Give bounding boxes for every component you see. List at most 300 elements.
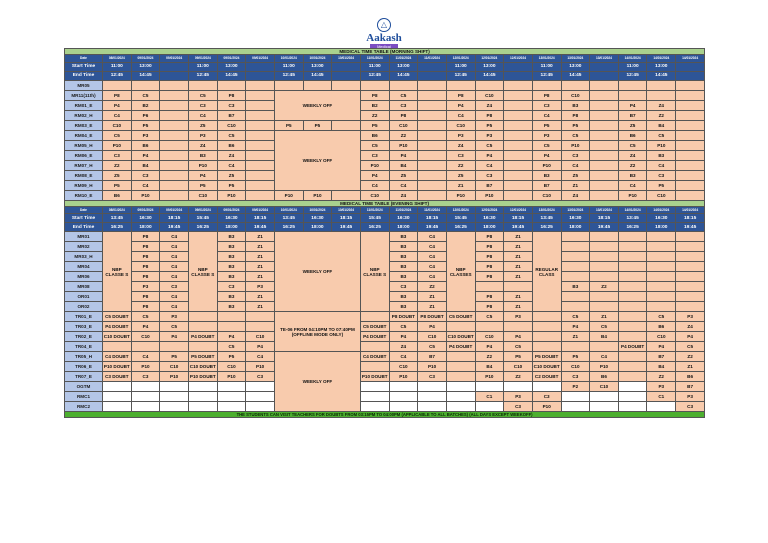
schedule-cell — [590, 130, 619, 140]
batch-label: RM02_H — [65, 110, 103, 120]
schedule-cell — [418, 180, 447, 190]
schedule-cell: Z1 — [446, 180, 475, 190]
schedule-cell: P5 — [274, 120, 303, 130]
schedule-cell: Z1 — [418, 292, 447, 302]
schedule-cell: C1 — [647, 392, 676, 402]
morning-end-row-cell: 12:45 — [446, 71, 475, 80]
schedule-cell — [103, 80, 132, 90]
schedule-cell: Z2 — [446, 160, 475, 170]
schedule-cell: Z1 — [590, 312, 619, 322]
schedule-cell: C10 — [188, 190, 217, 200]
schedule-cell: P10 — [131, 190, 160, 200]
schedule-cell: C4 — [618, 180, 647, 190]
schedule-cell: P3 — [676, 312, 705, 322]
schedule-cell: C10 — [246, 332, 275, 342]
schedule-cell — [590, 342, 619, 352]
schedule-cell: C3 DOUBT — [103, 372, 132, 382]
evening-end-row-cell: 18:00 — [475, 223, 504, 232]
schedule-cell — [246, 90, 275, 100]
evening-start-row-cell: 16:30 — [389, 214, 418, 223]
schedule-cell — [418, 140, 447, 150]
schedule-cell — [590, 262, 619, 272]
schedule-cell: P8 — [131, 302, 160, 312]
morning-date-row-cell: 10/01/2024 — [332, 55, 361, 63]
schedule-cell: B3 — [217, 302, 246, 312]
schedule-cell — [676, 242, 705, 252]
evening-start-row-cell: 18:15 — [246, 214, 275, 223]
morning-date-row-cell: 13/01/2024 — [532, 55, 561, 63]
schedule-cell: C3 — [360, 150, 389, 160]
schedule-cell: P4 — [475, 342, 504, 352]
schedule-cell: C5 — [131, 90, 160, 100]
schedule-cell: C5 — [618, 140, 647, 150]
schedule-cell: C10 — [217, 120, 246, 130]
schedule-cell: Z1 — [504, 292, 533, 302]
schedule-cell: Z5 — [618, 120, 647, 130]
schedule-cell — [676, 90, 705, 100]
morning-start-row-cell — [590, 62, 619, 71]
schedule-cell — [418, 130, 447, 140]
schedule-cell: P4 — [160, 332, 189, 342]
morning-end-row-cell: 14:45 — [303, 71, 332, 80]
schedule-cell: Z4 — [188, 140, 217, 150]
schedule-cell: C4 — [561, 160, 590, 170]
evening-end-row-cell: 19:45 — [332, 223, 361, 232]
schedule-cell: P4 — [217, 332, 246, 342]
schedule-cell — [504, 100, 533, 110]
table-row — [65, 232, 705, 242]
schedule-cell: P10 — [246, 362, 275, 372]
schedule-cell: C4 DOUBT — [360, 352, 389, 362]
evening-end-row-cell: 16:25 — [274, 223, 303, 232]
schedule-cell — [274, 80, 303, 90]
schedule-cell: Z5 — [103, 170, 132, 180]
schedule-cell: P10 DOUBT — [103, 362, 132, 372]
schedule-cell: C5 DOUBT — [446, 312, 475, 322]
schedule-cell: P4 — [618, 100, 647, 110]
schedule-cell — [590, 242, 619, 252]
evening-start-row-cell: 13:45 — [532, 214, 561, 223]
evening-start-row-cell: 18:15 — [676, 214, 705, 223]
schedule-cell: P5 — [303, 120, 332, 130]
schedule-cell: C5 — [389, 90, 418, 100]
schedule-cell — [590, 292, 619, 302]
te06-notice-block: TE-06 FROM 04:10PM TO 07:40PM (OFFLINE MODE ONLY) — [274, 312, 360, 352]
morning-start-row-cell — [332, 62, 361, 71]
schedule-cell: Z2 — [676, 352, 705, 362]
schedule-cell — [590, 140, 619, 150]
schedule-cell — [446, 362, 475, 372]
schedule-cell: P4 — [389, 332, 418, 342]
morning-date-row-cell: 08/01/2024 — [103, 55, 132, 63]
schedule-cell: C3 — [389, 282, 418, 292]
schedule-cell — [160, 180, 189, 190]
schedule-cell: Z2 — [590, 282, 619, 292]
schedule-cell: P4 DOUBT — [618, 342, 647, 352]
schedule-cell — [332, 80, 361, 90]
schedule-cell — [676, 170, 705, 180]
schedule-cell: Z2 — [103, 160, 132, 170]
evening-end-row-cell: 16:25 — [618, 223, 647, 232]
schedule-cell: B2 — [131, 100, 160, 110]
schedule-cell: C4 — [590, 352, 619, 362]
schedule-cell: B7 — [217, 110, 246, 120]
schedule-cell — [590, 150, 619, 160]
schedule-cell — [618, 352, 647, 362]
schedule-cell — [246, 322, 275, 332]
schedule-cell: P5 — [217, 180, 246, 190]
regular-class-block: REGULAR CLASS — [532, 232, 561, 312]
evening-start-row-cell: 13:45 — [274, 214, 303, 223]
schedule-cell: B3 — [389, 232, 418, 242]
schedule-cell: P4 — [676, 332, 705, 342]
schedule-cell — [590, 232, 619, 242]
table-row — [65, 180, 705, 190]
schedule-cell: P5 — [131, 120, 160, 130]
schedule-cell — [676, 292, 705, 302]
schedule-cell — [217, 322, 246, 332]
schedule-cell: P8 — [131, 252, 160, 262]
morning-date-row-cell: 09/01/2024 — [246, 55, 275, 63]
evening-end-row-cell: 19:45 — [676, 223, 705, 232]
schedule-cell — [618, 372, 647, 382]
schedule-cell: C3 — [504, 402, 533, 412]
schedule-cell: P4 — [246, 342, 275, 352]
batch-label: RM05_H — [65, 140, 103, 150]
schedule-cell — [418, 160, 447, 170]
schedule-cell — [360, 342, 389, 352]
schedule-cell — [418, 190, 447, 200]
morning-end-row-cell: 12:45 — [618, 71, 647, 80]
schedule-cell — [246, 170, 275, 180]
schedule-cell — [389, 382, 418, 392]
schedule-cell: B4 — [647, 120, 676, 130]
evening-start-row-cell: 16:30 — [303, 214, 332, 223]
schedule-cell: P8 — [475, 110, 504, 120]
schedule-cell: C3 — [246, 372, 275, 382]
schedule-cell: P10 — [160, 372, 189, 382]
schedule-cell: P8 — [131, 272, 160, 282]
schedule-cell: Z4 — [389, 342, 418, 352]
schedule-cell — [475, 282, 504, 292]
schedule-cell: C4 — [160, 232, 189, 242]
schedule-cell — [188, 312, 217, 322]
schedule-cell: Z1 — [246, 302, 275, 312]
schedule-cell — [561, 252, 590, 262]
schedule-cell: Z1 — [561, 332, 590, 342]
evening-start-row-cell: 13:45 — [103, 214, 132, 223]
morning-start-row — [65, 62, 705, 71]
schedule-cell: C3 — [418, 372, 447, 382]
schedule-cell: P3 — [504, 392, 533, 402]
schedule-cell: C10 — [160, 362, 189, 372]
schedule-cell: B3 — [389, 272, 418, 282]
schedule-cell: P5 DOUBT — [188, 352, 217, 362]
schedule-cell: P10 — [389, 140, 418, 150]
schedule-cell: C4 — [389, 180, 418, 190]
schedule-cell: C10 — [561, 362, 590, 372]
morning-date-row-cell: 12/01/2024 — [504, 55, 533, 63]
morning-date-row-cell: 14/01/2024 — [618, 55, 647, 63]
batch-label: TR06_E — [65, 362, 103, 372]
schedule-cell — [590, 402, 619, 412]
schedule-cell: Z1 — [504, 232, 533, 242]
schedule-cell — [561, 292, 590, 302]
schedule-cell: B6 — [647, 322, 676, 332]
schedule-cell: P4 — [360, 170, 389, 180]
schedule-cell — [504, 382, 533, 392]
schedule-cell: B4 — [131, 160, 160, 170]
schedule-cell: B3 — [389, 302, 418, 312]
schedule-cell: B3 — [389, 292, 418, 302]
morning-end-row-cell: 14:45 — [131, 71, 160, 80]
schedule-cell: P4 — [131, 150, 160, 160]
table-row — [65, 382, 705, 392]
schedule-cell — [246, 190, 275, 200]
schedule-cell: C2 DOUBT — [532, 372, 561, 382]
schedule-cell — [618, 232, 647, 242]
schedule-cell — [217, 80, 246, 90]
schedule-cell — [561, 302, 590, 312]
morning-start-row-cell: 11:00 — [532, 62, 561, 71]
schedule-cell: Z1 — [504, 272, 533, 282]
schedule-cell: C3 — [561, 372, 590, 382]
schedule-cell — [446, 392, 475, 402]
schedule-cell — [360, 312, 389, 322]
morning-date-row-label: Date — [65, 55, 103, 63]
schedule-cell — [246, 382, 275, 392]
schedule-cell — [618, 312, 647, 322]
batch-label: RM06_E — [65, 150, 103, 160]
schedule-cell — [246, 160, 275, 170]
schedule-cell: P5 — [504, 352, 533, 362]
nbp-classes-block: NBP CLASSE S — [360, 232, 389, 312]
evening-start-row-cell: 16:30 — [561, 214, 590, 223]
schedule-cell — [504, 322, 533, 332]
schedule-cell — [590, 252, 619, 262]
schedule-cell — [676, 180, 705, 190]
schedule-cell: B3 — [561, 100, 590, 110]
schedule-cell: P10 — [590, 362, 619, 372]
schedule-cell — [217, 402, 246, 412]
evening-end-row-cell: 16:25 — [360, 223, 389, 232]
schedule-cell — [647, 90, 676, 100]
schedule-cell: P3 — [188, 130, 217, 140]
schedule-cell — [131, 80, 160, 90]
schedule-cell — [618, 362, 647, 372]
morning-end-row-cell: 14:45 — [389, 71, 418, 80]
schedule-cell: B3 — [217, 252, 246, 262]
schedule-cell: C5 — [561, 312, 590, 322]
schedule-cell — [418, 80, 447, 90]
schedule-cell: B6 — [360, 130, 389, 140]
schedule-cell: C4 — [160, 302, 189, 312]
schedule-cell: P8 — [561, 110, 590, 120]
nbp-classes-block: NBP CLASSE S — [188, 232, 217, 312]
morning-start-row-cell — [418, 62, 447, 71]
morning-end-row-cell — [504, 71, 533, 80]
schedule-cell — [160, 80, 189, 90]
schedule-cell: C5 — [475, 140, 504, 150]
schedule-cell: C5 — [360, 140, 389, 150]
evening-start-row-cell: 18:15 — [332, 214, 361, 223]
schedule-cell — [188, 402, 217, 412]
schedule-cell: C4 — [217, 160, 246, 170]
schedule-cell — [246, 80, 275, 90]
schedule-cell — [676, 232, 705, 242]
schedule-cell — [246, 140, 275, 150]
evening-date-row-cell: 12/01/2024 — [504, 206, 533, 214]
schedule-cell: Z5 — [217, 170, 246, 180]
evening-start-row — [65, 214, 705, 223]
schedule-cell: Z2 — [647, 372, 676, 382]
schedule-cell: Z2 — [418, 282, 447, 292]
evening-end-row-cell: 19:45 — [160, 223, 189, 232]
schedule-cell — [647, 272, 676, 282]
morning-date-row-cell: 14/01/2024 — [676, 55, 705, 63]
evening-end-row-cell: 19:45 — [246, 223, 275, 232]
schedule-cell — [618, 242, 647, 252]
morning-date-row-cell: 09/01/2024 — [217, 55, 246, 63]
schedule-cell: P8 — [103, 90, 132, 100]
schedule-cell — [446, 372, 475, 382]
evening-date-row-cell: 12/01/2024 — [446, 206, 475, 214]
morning-date-row — [65, 55, 705, 63]
schedule-cell: Z1 — [246, 262, 275, 272]
morning-start-row-cell: 13:00 — [389, 62, 418, 71]
schedule-cell: P5 — [475, 120, 504, 130]
schedule-cell — [160, 110, 189, 120]
schedule-cell: C10 — [647, 190, 676, 200]
schedule-cell: P8 — [475, 242, 504, 252]
schedule-cell: C4 — [160, 242, 189, 252]
schedule-cell: C4 — [475, 160, 504, 170]
evening-start-row-cell: 13:45 — [618, 214, 647, 223]
schedule-cell: C3 — [217, 100, 246, 110]
schedule-cell — [618, 80, 647, 90]
schedule-cell: C10 — [561, 90, 590, 100]
schedule-cell: P10 — [389, 372, 418, 382]
schedule-cell — [647, 292, 676, 302]
schedule-cell: P4 — [103, 100, 132, 110]
schedule-cell — [131, 382, 160, 392]
schedule-cell — [446, 80, 475, 90]
schedule-cell: Z5 — [446, 170, 475, 180]
schedule-cell: C4 — [647, 160, 676, 170]
schedule-cell — [246, 180, 275, 190]
schedule-cell — [590, 160, 619, 170]
schedule-cell: P5 — [360, 120, 389, 130]
schedule-cell: B7 — [418, 352, 447, 362]
schedule-cell: C5 — [418, 342, 447, 352]
evening-date-row-cell: 09/01/2024 — [188, 206, 217, 214]
schedule-cell — [561, 272, 590, 282]
schedule-cell: B3 — [647, 150, 676, 160]
schedule-cell: C5 — [103, 130, 132, 140]
schedule-cell — [360, 392, 389, 402]
schedule-cell: C3 — [676, 402, 705, 412]
schedule-cell: P8 — [475, 292, 504, 302]
weekly-off-block: WEEKLY OFF — [274, 232, 360, 312]
schedule-cell: C3 — [532, 392, 561, 402]
schedule-cell — [504, 140, 533, 150]
schedule-cell: Z4 — [389, 190, 418, 200]
schedule-cell: P8 — [446, 90, 475, 100]
evening-date-row-cell: 08/01/2024 — [103, 206, 132, 214]
schedule-cell: P10 — [561, 140, 590, 150]
schedule-cell: Z2 — [389, 130, 418, 140]
schedule-cell: P8 — [475, 252, 504, 262]
evening-date-row-label: Date — [65, 206, 103, 214]
evening-end-row-cell: 18:00 — [561, 223, 590, 232]
schedule-cell — [360, 382, 389, 392]
schedule-cell — [217, 392, 246, 402]
morning-start-row-cell — [676, 62, 705, 71]
schedule-cell — [676, 302, 705, 312]
schedule-cell: B2 — [360, 100, 389, 110]
morning-end-row-cell — [676, 71, 705, 80]
schedule-cell — [446, 352, 475, 362]
morning-start-row-cell: 13:00 — [217, 62, 246, 71]
morning-end-row-cell — [590, 71, 619, 80]
evening-end-row-cell: 19:45 — [590, 223, 619, 232]
schedule-cell: Z1 — [504, 252, 533, 262]
schedule-cell: B4 — [590, 332, 619, 342]
schedule-cell: B3 — [217, 242, 246, 252]
schedule-cell — [590, 180, 619, 190]
schedule-cell — [676, 160, 705, 170]
schedule-cell: P10 — [217, 190, 246, 200]
schedule-cell: P5 — [647, 180, 676, 190]
schedule-cell: C4 — [446, 110, 475, 120]
schedule-cell — [618, 282, 647, 292]
schedule-cell — [676, 262, 705, 272]
schedule-cell: C10 — [389, 362, 418, 372]
evening-end-row-cell: 16:25 — [103, 223, 132, 232]
schedule-cell: Z1 — [676, 362, 705, 372]
evening-date-row-cell: 09/01/2024 — [246, 206, 275, 214]
evening-date-row — [65, 206, 705, 214]
schedule-cell: Z1 — [504, 302, 533, 312]
schedule-cell: C10 — [475, 90, 504, 100]
morning-start-row-cell: 13:00 — [131, 62, 160, 71]
schedule-cell: Z5 — [389, 170, 418, 180]
schedule-cell: C3 — [561, 150, 590, 160]
schedule-cell: C10 — [590, 382, 619, 392]
schedule-cell: P8 — [532, 90, 561, 100]
schedule-cell — [103, 342, 132, 352]
batch-label: RM04_E — [65, 130, 103, 140]
schedule-cell: B3 — [389, 262, 418, 272]
evening-start-row-cell: 16:30 — [217, 214, 246, 223]
weekly-off-block: WEEKLY OFF — [274, 352, 360, 412]
schedule-cell: P3 — [131, 282, 160, 292]
batch-label: TR04_E — [65, 342, 103, 352]
schedule-cell — [676, 252, 705, 262]
schedule-cell: P10 — [131, 362, 160, 372]
batch-label: TR05_H — [65, 352, 103, 362]
table-row — [65, 362, 705, 372]
schedule-cell: Z2 — [618, 160, 647, 170]
schedule-cell — [160, 120, 189, 130]
schedule-cell — [160, 342, 189, 352]
schedule-cell: P8 — [475, 232, 504, 242]
schedule-cell: C10 — [389, 120, 418, 130]
schedule-cell: P10 — [647, 140, 676, 150]
evening-end-row-cell: 18:00 — [217, 223, 246, 232]
schedule-cell — [160, 402, 189, 412]
evening-date-row-cell: 14/01/2024 — [618, 206, 647, 214]
